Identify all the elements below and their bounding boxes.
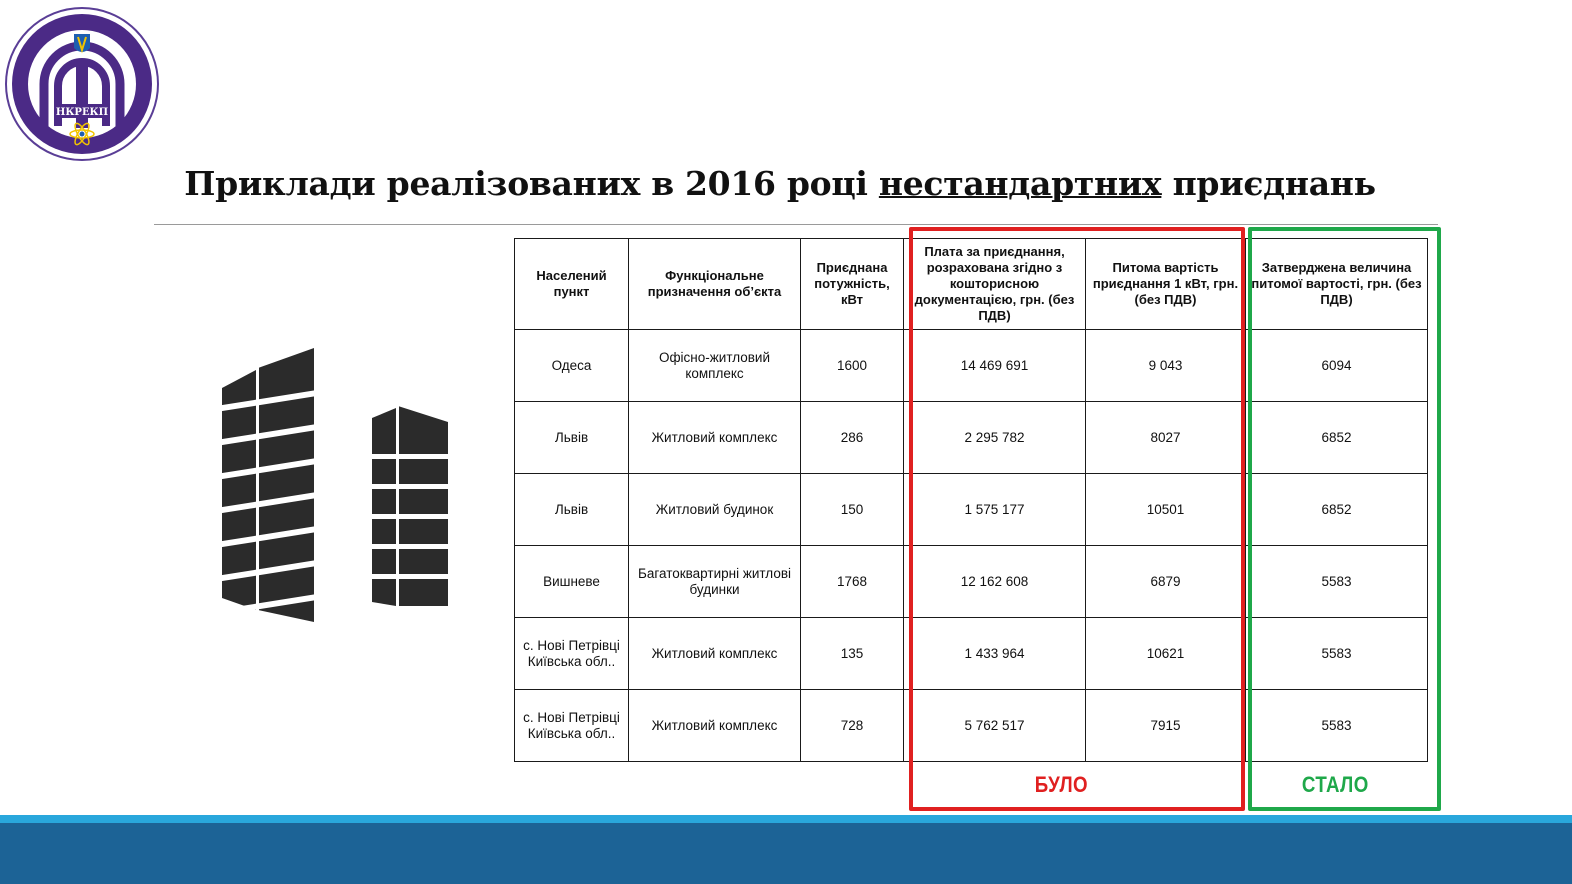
- title-lead: Приклади реалізованих в 2016 році: [184, 164, 879, 203]
- cell-approved-cost: 5583: [1246, 618, 1428, 690]
- cell-approved-cost: 6094: [1246, 330, 1428, 402]
- cell-settlement: Львів: [515, 402, 629, 474]
- cell-capacity: 286: [801, 402, 904, 474]
- cell-capacity: 1600: [801, 330, 904, 402]
- building-icon: [216, 344, 452, 626]
- title-underlined: нестандартних: [878, 164, 1162, 203]
- col-header-unit-cost: Питома вартість приєднання 1 кВт, грн. (без ПДВ): [1086, 239, 1246, 330]
- cell-purpose: Житловий комплекс: [629, 618, 801, 690]
- was-highlight-frame: [909, 227, 1245, 811]
- cell-unit-cost: 10621: [1086, 618, 1246, 690]
- cell-settlement: Львів: [515, 474, 629, 546]
- cell-fee: 5 762 517: [904, 690, 1086, 762]
- title-divider: [154, 224, 1438, 225]
- cell-fee: 1 575 177: [904, 474, 1086, 546]
- cell-purpose: Житловий будинок: [629, 474, 801, 546]
- page-title: [0, 164, 1560, 203]
- cell-purpose: Багатоквартирні житлові будинки: [629, 546, 801, 618]
- col-header-purpose: Функціональне призначення об’єкта: [629, 239, 801, 330]
- cell-capacity: 1768: [801, 546, 904, 618]
- col-header-settlement: Населений пункт: [515, 239, 629, 330]
- cell-purpose: Офісно-житловий комплекс: [629, 330, 801, 402]
- cell-capacity: 728: [801, 690, 904, 762]
- cell-approved-cost: 5583: [1246, 690, 1428, 762]
- cell-capacity: 150: [801, 474, 904, 546]
- title-tail: приєднань: [1161, 164, 1376, 203]
- col-header-capacity: Приєднана потужність, кВт: [801, 239, 904, 330]
- logo-name: НКРЕКП: [55, 107, 109, 118]
- now-highlight-frame: [1248, 227, 1441, 811]
- cell-unit-cost: 7915: [1086, 690, 1246, 762]
- cell-unit-cost: 9 043: [1086, 330, 1246, 402]
- cell-purpose: Житловий комплекс: [629, 690, 801, 762]
- cell-approved-cost: 6852: [1246, 402, 1428, 474]
- cell-fee: 1 433 964: [904, 618, 1086, 690]
- cell-settlement: Вишневе: [515, 546, 629, 618]
- cell-unit-cost: 10501: [1086, 474, 1246, 546]
- cell-settlement: с. Нові Петрівці Київська обл..: [515, 618, 629, 690]
- col-header-approved-cost: Затверджена величина питомої вартості, грн. (без ПДВ): [1246, 239, 1428, 330]
- footer-band: [0, 823, 1572, 884]
- footer-accent-stripe: [0, 815, 1572, 823]
- cell-settlement: с. Нові Петрівці Київська обл..: [515, 690, 629, 762]
- cell-fee: 12 162 608: [904, 546, 1086, 618]
- cell-fee: 14 469 691: [904, 330, 1086, 402]
- regulator-logo: [4, 6, 160, 162]
- cell-unit-cost: 8027: [1086, 402, 1246, 474]
- cell-approved-cost: 5583: [1246, 546, 1428, 618]
- cell-capacity: 135: [801, 618, 904, 690]
- was-label: БУЛО: [1034, 772, 1088, 797]
- cell-settlement: Одеса: [515, 330, 629, 402]
- cell-purpose: Житловий комплекс: [629, 402, 801, 474]
- cell-fee: 2 295 782: [904, 402, 1086, 474]
- col-header-fee: Плата за приєднання, розрахована згідно з кошторисною документацією, грн. (без ПДВ): [904, 239, 1086, 330]
- cell-approved-cost: 6852: [1246, 474, 1428, 546]
- cell-unit-cost: 6879: [1086, 546, 1246, 618]
- now-label: СТАЛО: [1301, 772, 1369, 797]
